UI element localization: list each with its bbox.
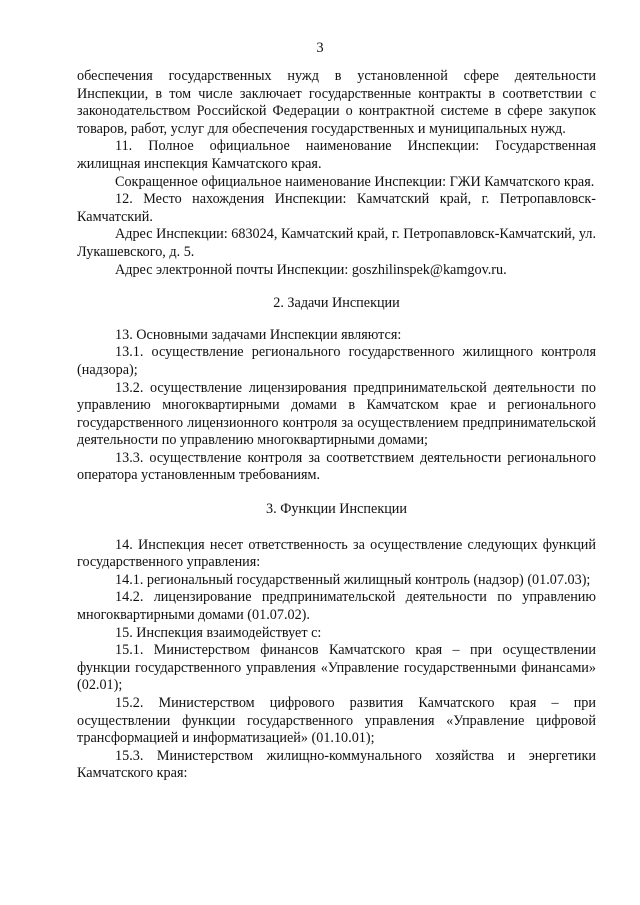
paragraph-12: 12. Место нахождения Инспекции: Камчатский край, г. Петропавловск-Камчатский. <box>77 191 596 225</box>
paragraph-15-2: 15.2. Министерством цифрового развития Камчатского края – при осуществлении функции государственного управления «Управление цифровой трансформацией и информатизацией» (01.10.01); <box>77 695 596 747</box>
paragraph-15-1: 15.1. Министерством финансов Камчатского края – при осуществлении функции государственного управления «Управление государственными финансами» (02.01); <box>77 642 596 694</box>
paragraph-13-3: 13.3. осуществление контроля за соответствием деятельности регионального оператора установленным требованиям. <box>77 449 596 484</box>
paragraph-11: 11. Полное официальное наименование Инспекции: Государственная жилищная инспекция Камчатского края. <box>77 138 596 172</box>
section-heading-functions: 3. Функции Инспекции <box>266 501 407 518</box>
paragraph-13-1: 13.1. осуществление регионального государственного жилищного контроля (надзора); <box>77 344 596 378</box>
paragraph-14: 14. Инспекция несет ответственность за осуществление следующих функций государственного управления: <box>77 536 596 571</box>
paragraph-email: Адрес электронной почты Инспекции: goszhilinspek@kamgov.ru. <box>115 261 507 278</box>
paragraph-14-1: 14.1. региональный государственный жилищный контроль (надзор) (01.07.03); <box>115 571 591 588</box>
paragraph-13-2: 13.2. осуществление лицензирования предпринимательской деятельности по управлению многоквартирными домами в Камчатском крае и регионального государственного лицензионного контроля за осуществлением предпринимательской деятельности по управлению многоквартирными домами; <box>77 379 596 449</box>
document-body <box>77 68 596 783</box>
paragraph-15: 15. Инспекция взаимодействует с: <box>115 624 322 641</box>
section-heading-tasks: 2. Задачи Инспекции <box>273 295 400 312</box>
page-number: 3 <box>316 40 324 56</box>
paragraph-13: 13. Основными задачами Инспекции являются: <box>115 326 402 343</box>
paragraph-address: Адрес Инспекции: 683024, Камчатский край, г. Петропавловск-Камчатский, ул. Лукашевского, д. 5. <box>77 226 596 260</box>
paragraph-14-2: 14.2. лицензирование предпринимательской деятельности по управлению многоквартирными домами (01.07.02). <box>77 589 596 624</box>
paragraph-short-name: Сокращенное официальное наименование Инспекции: ГЖИ Камчатского края. <box>115 173 595 190</box>
paragraph-continuation: обеспечения государственных нужд в установленной сфере деятельности Инспекции, в том числе заключает государственные контракты в соответствии с законодательством Российской Федерации о контрактной системе в сфере закупок товаров, работ, услуг для обеспечения государственных и муниципальных нужд. <box>77 68 596 137</box>
paragraph-15-3: 15.3. Министерством жилищно-коммунального хозяйства и энергетики Камчатского края: <box>77 747 596 782</box>
